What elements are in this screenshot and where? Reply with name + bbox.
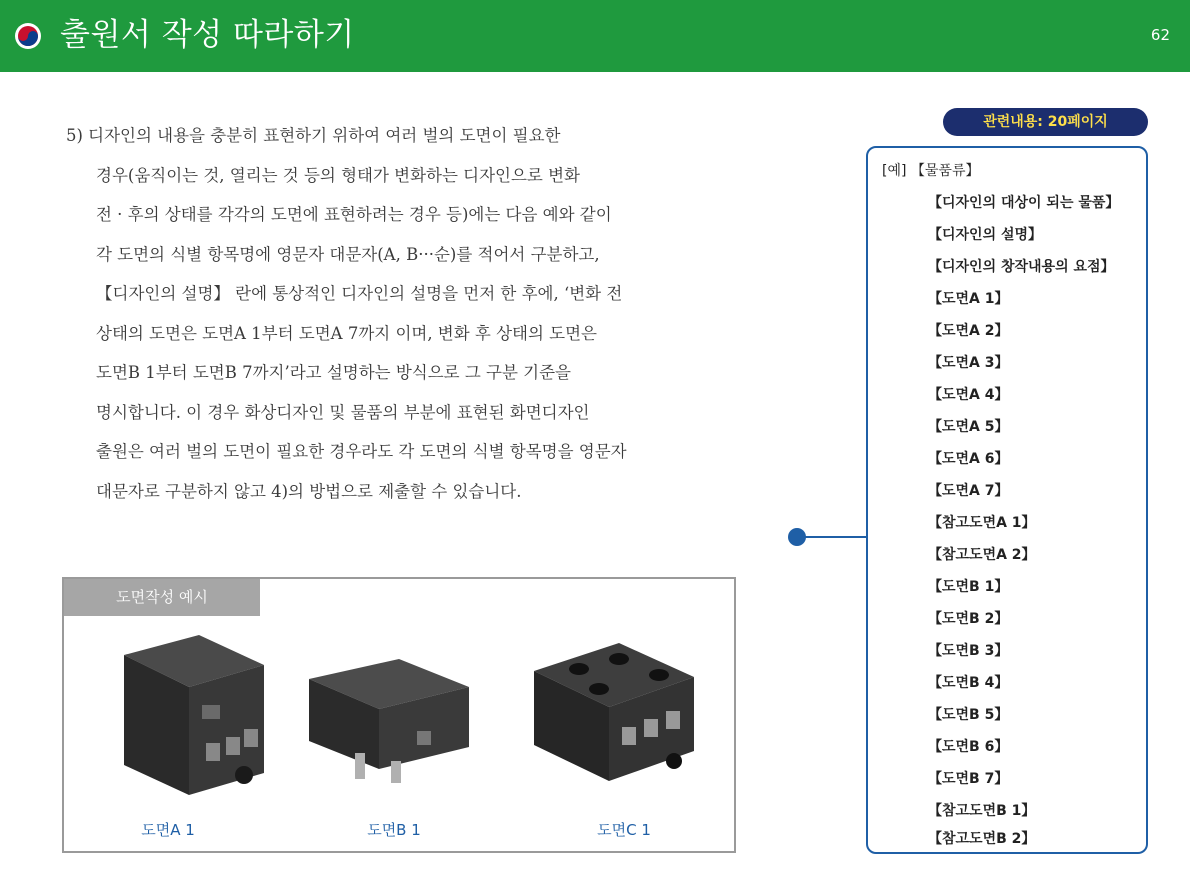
body-line: 대문자로 구분하지 않고 4)의 방법으로 제출할 수 있습니다.	[96, 481, 522, 501]
list-item: 【디자인의 설명】	[928, 227, 1043, 243]
example-list-box	[866, 146, 1148, 854]
list-item: 【도면B 3】	[928, 643, 1009, 659]
body-line: 상태의 도면은 도면A 1부터 도면A 7까지 이며, 변화 후 상태의 도면은	[96, 323, 597, 343]
body-paragraph	[66, 116, 826, 511]
figure-caption: 도면B 1	[367, 821, 421, 839]
list-item: 【도면B 1】	[928, 579, 1009, 595]
relay-closed-photo-icon	[104, 625, 274, 805]
list-item: 【도면A 5】	[928, 419, 1009, 435]
list-item: 【참고도면B 2】	[928, 831, 1036, 847]
list-item: 【디자인의 창작내용의 요점】	[928, 259, 1115, 275]
list-item: 【디자인의 대상이 되는 물품】	[928, 195, 1120, 211]
list-item: 【도면B 4】	[928, 675, 1009, 691]
list-item: 【도면B 6】	[928, 739, 1009, 755]
list-item: 【도면A 1】	[928, 291, 1009, 307]
header-band	[0, 0, 1190, 72]
list-item: 【참고도면A 1】	[928, 515, 1036, 531]
list-item: 【도면A 3】	[928, 355, 1009, 371]
connector-dot-icon	[788, 528, 806, 546]
body-line: 【디자인의 설명】 란에 통상적인 디자인의 설명을 먼저 한 후에, ‘변화 전	[96, 284, 623, 303]
body-line: 경우(움직이는 것, 열리는 것 등의 형태가 변화하는 디자인으로 변화	[96, 165, 580, 185]
page-number: 62	[1150, 26, 1170, 44]
connector-line	[798, 536, 868, 538]
figure-relay-socket	[524, 631, 704, 801]
list-item: 【도면A 4】	[928, 387, 1009, 403]
body-line: 각 도면의 식별 항목명에 영문자 대문자(A, B···순)를 적어서 구분하고,	[96, 244, 600, 264]
related-page-badge: 관련내용: 20페이지	[943, 108, 1148, 136]
drawing-example-panel	[62, 577, 736, 853]
list-item: 【도면A 7】	[928, 483, 1009, 499]
body-line: 명시합니다. 이 경우 화상디자인 및 물품의 부분에 표현된 화면디자인	[96, 402, 590, 422]
page-title: 출원서 작성 따라하기	[60, 17, 355, 53]
list-item: 【도면A 6】	[928, 451, 1009, 467]
example-list-heading: [예] 【물품류】	[882, 163, 980, 179]
body-line: 5) 디자인의 내용을 충분히 표현하기 위하여 여러 벌의 도면이 필요한	[66, 126, 561, 145]
drawing-example-tab: 도면작성 예시	[64, 579, 260, 616]
body-line: 전 · 후의 상태를 각각의 도면에 표현하려는 경우 등)에는 다음 예와 같이	[96, 205, 612, 224]
list-item: 【참고도면A 2】	[928, 547, 1036, 563]
figure-caption: 도면C 1	[597, 821, 651, 839]
taegeuk-icon	[14, 22, 42, 50]
figure-relay-base	[299, 649, 479, 789]
list-item: 【도면B 7】	[928, 771, 1009, 787]
list-item: 【도면A 2】	[928, 323, 1009, 339]
relay-socket-photo-icon	[524, 631, 704, 801]
relay-base-photo-icon	[299, 649, 479, 789]
list-item: 【도면B 2】	[928, 611, 1009, 627]
list-item: 【참고도면B 1】	[928, 803, 1036, 819]
list-item: 【도면B 5】	[928, 707, 1009, 723]
figure-relay-closed	[104, 625, 274, 805]
figure-caption: 도면A 1	[141, 821, 195, 839]
body-line: 출원은 여러 벌의 도면이 필요한 경우라도 각 도면의 식별 항목명을 영문자	[96, 442, 627, 461]
body-line: 도면B 1부터 도면B 7까지’라고 설명하는 방식으로 그 구분 기준을	[96, 363, 571, 382]
